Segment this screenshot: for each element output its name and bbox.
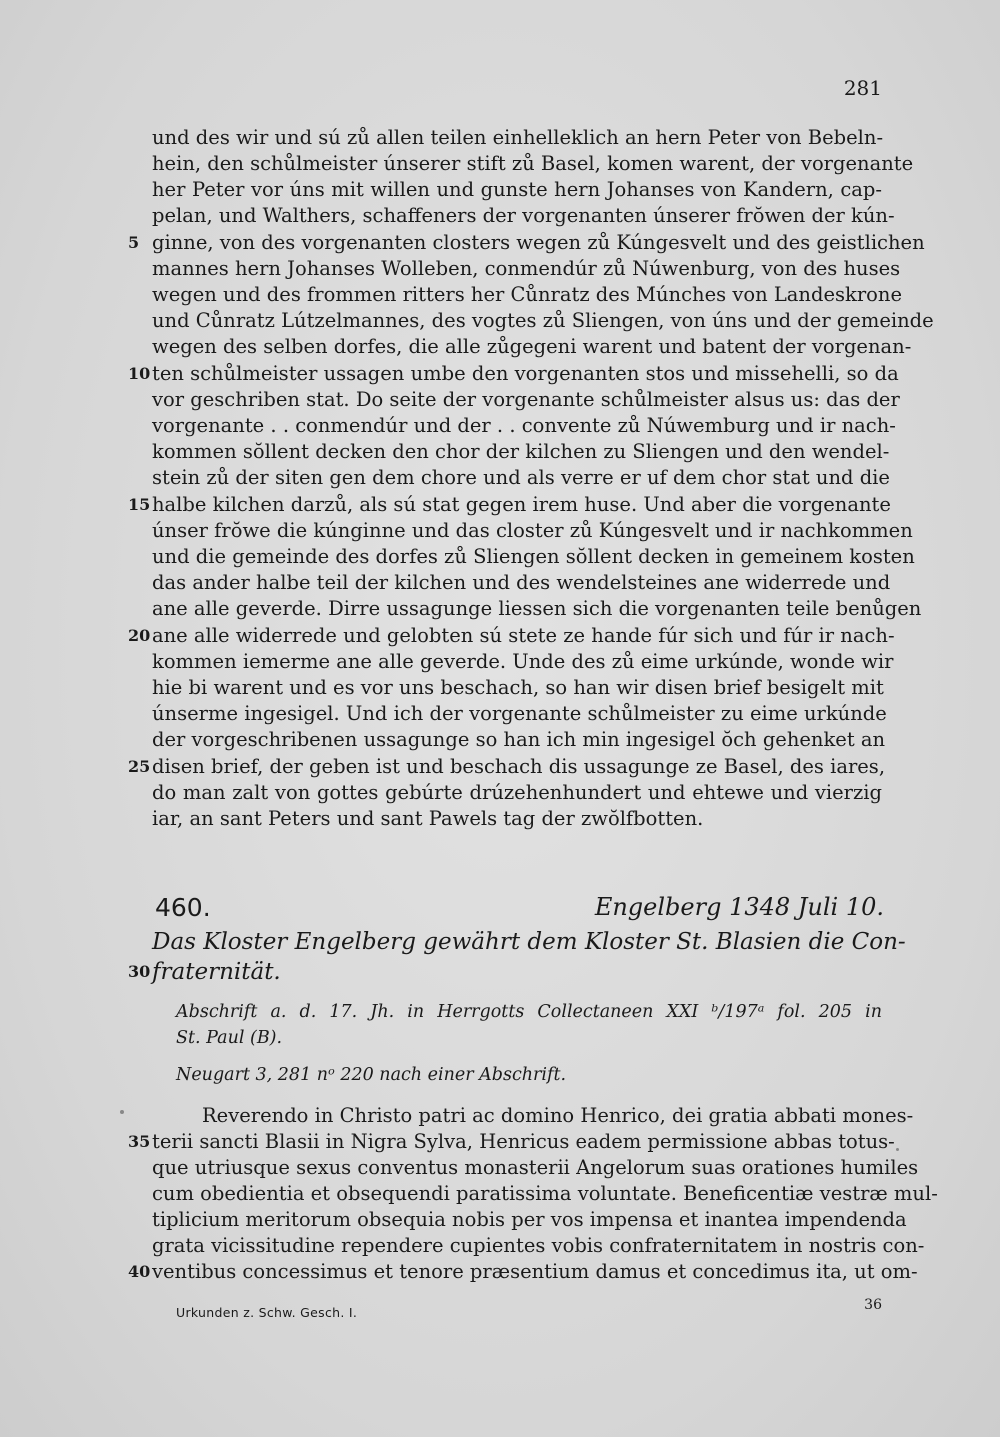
body-line: vor geschriben stat. Do seite der vorgenante schůlmeister alsus us: das der <box>152 388 900 411</box>
line-number: 5 <box>128 233 140 252</box>
body-line: disen brief, der geben ist und beschach dis ussagunge ze Basel, des iares, <box>152 755 886 778</box>
body-line: kommen sŏllent decken den chor der kilchen zu Sliengen und den wendel- <box>152 440 890 463</box>
latin-line: grata vicissitudine rependere cupientes vobis confraternitatem in nostris con- <box>152 1234 925 1257</box>
body-line: únser frŏwe die kúnginne und das closter zů Kúngesvelt und ir nachkommen <box>152 519 913 542</box>
source-note: Abschrift a. d. 17. Jh. in Herrgotts Collectaneen XXI ᵇ/197ᵃ fol. 205 in <box>176 1002 882 1022</box>
line-number: 30 <box>128 962 151 981</box>
body-line: das ander halbe teil der kilchen und des wendelsteines ane widerrede und <box>152 571 891 594</box>
body-line: hie bi warent und es vor uns beschach, so han wir disen brief besigelt mit <box>152 676 884 699</box>
body-line: kommen iemerme ane alle geverde. Unde des zů eime urkúnde, wonde wir <box>152 650 894 673</box>
document-title-line: fraternität. <box>152 959 281 985</box>
body-line: ane alle widerrede und gelobten sú stete ze hande fúr sich und fúr ir nach- <box>152 624 895 647</box>
line-number: 25 <box>128 757 151 776</box>
body-line: und des wir und sú zů allen teilen einhelleklich an hern Peter von Bebeln- <box>152 126 884 149</box>
body-line: ginne, von des vorgenanten closters wegen zů Kúngesvelt und des geistlichen <box>152 231 925 254</box>
document-title-line: Das Kloster Engelberg gewährt dem Kloster St. Blasien die Con- <box>152 929 906 955</box>
latin-line: que utriusque sexus conventus monasterii Angelorum suas orationes humiles <box>152 1156 919 1179</box>
latin-line: tiplicium meritorum obsequia nobis per vos impensa et inantea impendenda <box>152 1208 907 1231</box>
body-line: und Cůnratz Lútzelmannes, des vogtes zů Sliengen, von úns und der gemeinde <box>152 309 934 332</box>
body-line: der vorgeschribenen ussagunge so han ich min ingesigel ŏch gehenket an <box>152 728 886 751</box>
body-line: wegen des selben dorfes, die alle zůgegeni warent und batent der vorgenan- <box>152 335 912 358</box>
line-number: 10 <box>128 364 151 383</box>
line-number: 20 <box>128 626 151 645</box>
body-line: ten schůlmeister ussagen umbe den vorgenanten stos und missehelli, so da <box>152 362 899 385</box>
body-line: ane alle geverde. Dirre ussagunge liessen sich die vorgenanten teile benůgen <box>152 597 922 620</box>
body-line: iar, an sant Peters und sant Pawels tag der zwŏlfbotten. <box>152 807 704 830</box>
latin-line: Reverendo in Christo patri ac domino Henrico, dei gratia abbati mones- <box>202 1104 914 1127</box>
latin-line: ventibus concessimus et tenore præsentium damus et concedimus ita, ut om- <box>152 1260 918 1283</box>
source-note: Neugart 3, 281 nᵒ 220 nach einer Abschrift. <box>176 1065 567 1085</box>
body-line: halbe kilchen darzů, als sú stat gegen irem huse. Und aber die vorgenante <box>152 493 891 516</box>
body-line: und die gemeinde des dorfes zů Sliengen sŏllent decken in gemeinem kosten <box>152 545 915 568</box>
latin-line: terii sancti Blasii in Nigra Sylva, Henricus eadem permissione abbas totus- <box>152 1130 895 1153</box>
document-place-date: Engelberg 1348 Juli 10. <box>594 893 884 921</box>
body-line: hein, den schůlmeister únserer stift zů Basel, komen warent, der vorgenante <box>152 152 914 175</box>
body-line: stein zů der siten gen dem chore und als verre er uf dem chor stat und die <box>152 466 890 489</box>
footer-signature-mark: 36 <box>864 1297 882 1313</box>
paper-speck <box>120 1110 124 1114</box>
paper-speck <box>896 1148 899 1151</box>
line-number: 35 <box>128 1132 151 1151</box>
line-number: 15 <box>128 495 151 514</box>
body-line: mannes hern Johanses Wolleben, conmendúr zů Núwenburg, von des huses <box>152 257 901 280</box>
body-line: pelan, und Walthers, schaffeners der vorgenanten únserer frŏwen der kún- <box>152 204 895 227</box>
source-note: St. Paul (B). <box>176 1028 283 1048</box>
body-line: únserme ingesigel. Und ich der vorgenante schůlmeister zu eime urkúnde <box>152 702 887 725</box>
line-number: 40 <box>128 1262 151 1281</box>
document-number: 460. <box>155 893 211 922</box>
body-line: vorgenante . . conmendúr und der . . convente zů Núwemburg und ir nach- <box>152 414 896 437</box>
body-line: her Peter vor úns mit willen und gunste hern Johanses von Kandern, cap- <box>152 178 882 201</box>
body-line: do man zalt von gottes gebúrte drúzehenhundert und ehtewe und vierzig <box>152 781 882 804</box>
latin-line: cum obedientia et obsequendi paratissima voluntate. Beneficentiæ vestræ mul- <box>152 1182 938 1205</box>
footer-series-title: Urkunden z. Schw. Gesch. I. <box>176 1305 358 1320</box>
body-line: wegen und des frommen ritters her Cůnratz des Múnches von Landeskrone <box>152 283 902 306</box>
page-number: 281 <box>843 76 882 100</box>
